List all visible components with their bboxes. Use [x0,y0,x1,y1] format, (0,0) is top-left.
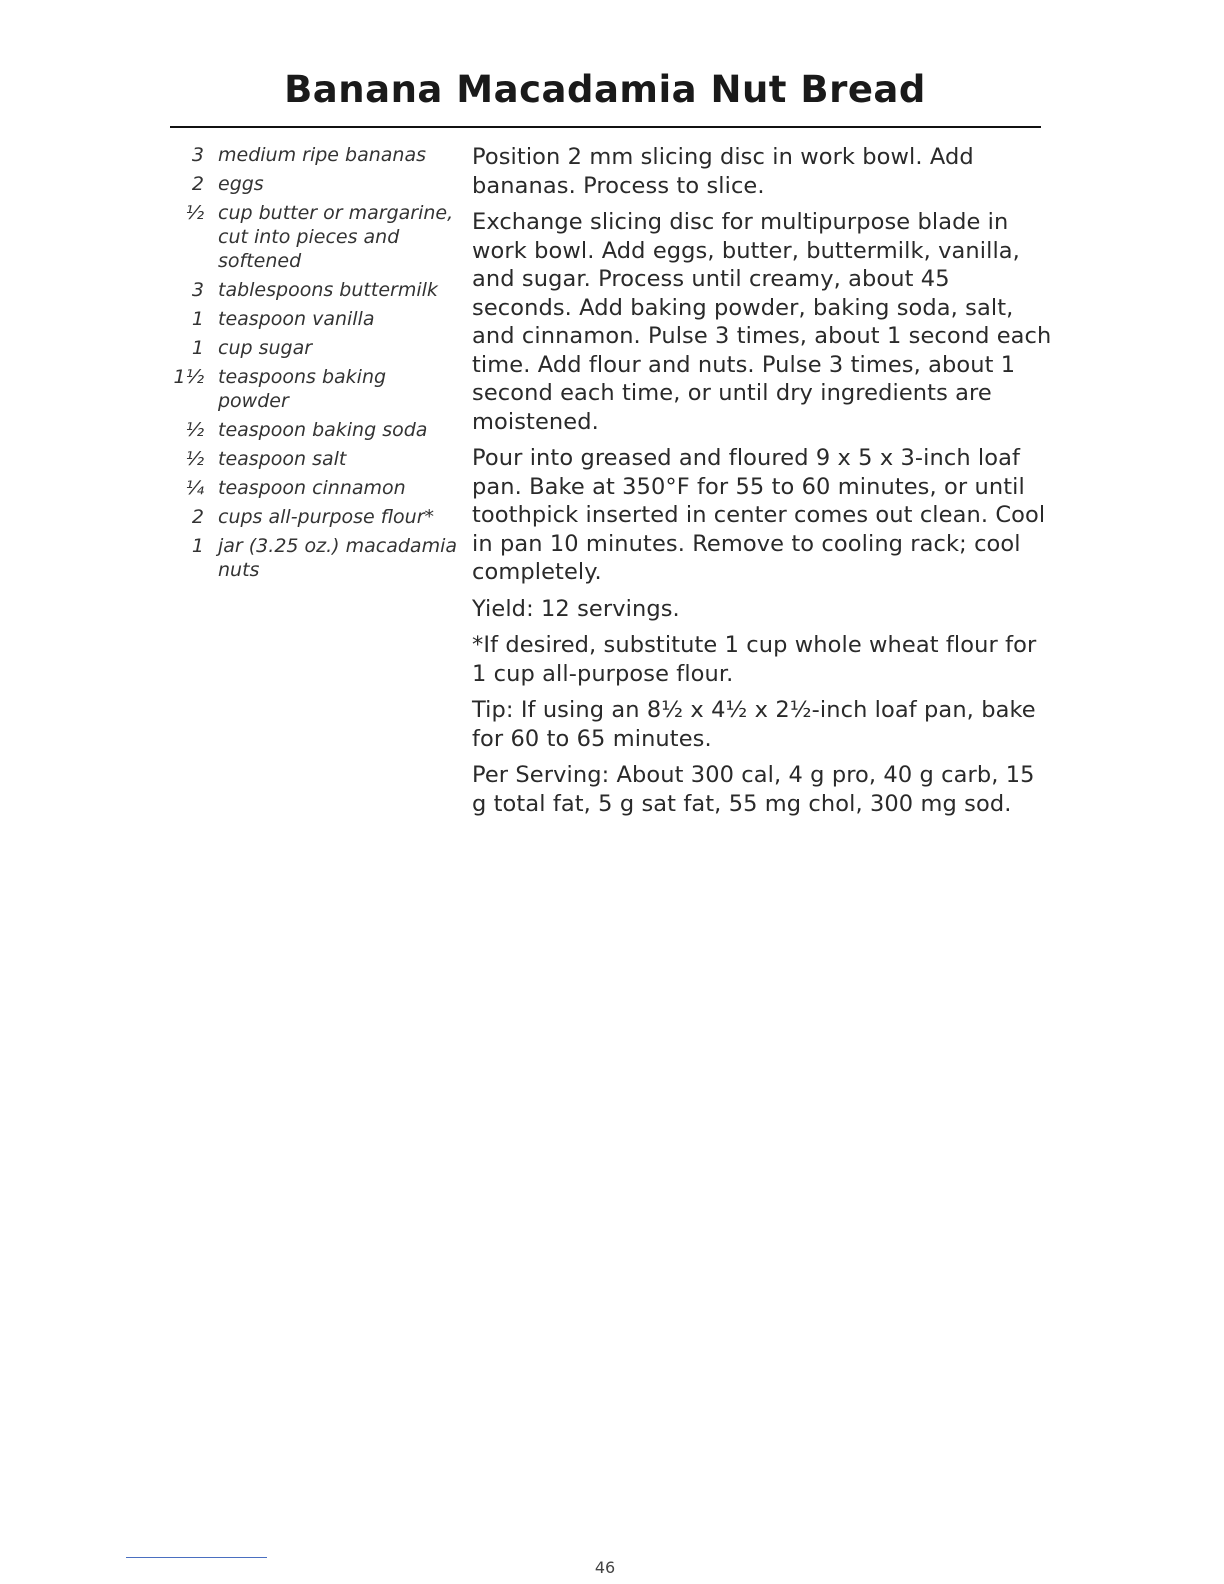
ingredient-text: eggs [218,173,264,195]
footnote-text: *If desired, substitute 1 cup whole wheat flour for 1 cup all-purpose flour. [472,632,1037,687]
ingredient-item [168,447,458,471]
ingredient-item [168,201,458,273]
ingredient-text: teaspoons baking powder [218,366,387,412]
instruction-paragraph: Exchange slicing disc for multipurpose blade in work bowl. Add eggs, butter, buttermilk, vanilla, and sugar. Process until creamy, about 45 seconds. Add baking powder, baking soda, salt, and cinnamon. Pulse 3 times, about 1 second each time. Add flour and nuts. Pulse 3 times, about 1 second each time, or until dry ingredients are moistened. [472,209,1052,435]
ingredient-text: teaspoon salt [218,448,347,470]
ingredient-text: cup butter or margarine, cut into pieces and softened [218,202,454,272]
ingredient-quantity: ¼ [185,477,204,499]
ingredient-quantity: 2 [191,173,204,195]
ingredient-text: cup sugar [218,337,313,359]
title-divider [170,126,1041,128]
ingredient-item [168,278,458,302]
ingredient-item [168,336,458,360]
ingredient-quantity: 3 [191,279,204,301]
ingredient-text: teaspoon cinnamon [218,477,406,499]
page-title: Banana Macadamia Nut Bread [284,68,926,111]
ingredient-quantity: ½ [185,448,204,470]
ingredient-item [168,172,458,196]
ingredient-item [168,476,458,500]
ingredient-quantity: 1½ [173,366,204,388]
instructions [472,143,1052,826]
ingredient-quantity: 3 [191,144,204,166]
ingredient-item [168,505,458,529]
ingredient-quantity: ½ [185,419,204,441]
ingredient-quantity: 1 [191,535,204,557]
ingredient-quantity: 1 [191,337,204,359]
instruction-paragraph: Position 2 mm slicing disc in work bowl. Add bananas. Process to slice. [472,144,974,199]
ingredient-quantity: 1 [191,308,204,330]
ingredient-item [168,365,458,413]
ingredient-text: teaspoon vanilla [218,308,375,330]
ingredient-text: teaspoon baking soda [218,419,428,441]
ingredient-list [168,143,458,587]
yield-text: Yield: 12 servings. [472,595,680,622]
ingredient-item [168,418,458,442]
tip-text: Tip: If using an 8½ x 4½ x 2½-inch loaf pan, bake for 60 to 65 minutes. [472,697,1036,752]
instruction-paragraph: Pour into greased and floured 9 x 5 x 3-inch loaf pan. Bake at 350°F for 55 to 60 minutes, or until toothpick inserted in center comes out clean. Cool in pan 10 minutes. Remove to cooling rack; cool completely. [472,445,1046,585]
nutrition-text: Per Serving: About 300 cal, 4 g pro, 40 g carb, 15 g total fat, 5 g sat fat, 55 mg chol, 300 mg sod. [472,762,1035,817]
ingredient-item [168,307,458,331]
ingredient-quantity: 2 [191,506,204,528]
ingredient-quantity: ½ [185,202,204,224]
ingredient-text: cups all-purpose flour* [218,506,435,528]
page-number: 46 [594,1558,616,1577]
ingredient-item [168,534,458,582]
ingredient-text: medium ripe bananas [218,144,426,166]
ingredient-item [168,143,458,167]
ingredient-text: tablespoons buttermilk [218,279,438,301]
ingredient-text: jar (3.25 oz.) macadamia nuts [218,535,457,581]
